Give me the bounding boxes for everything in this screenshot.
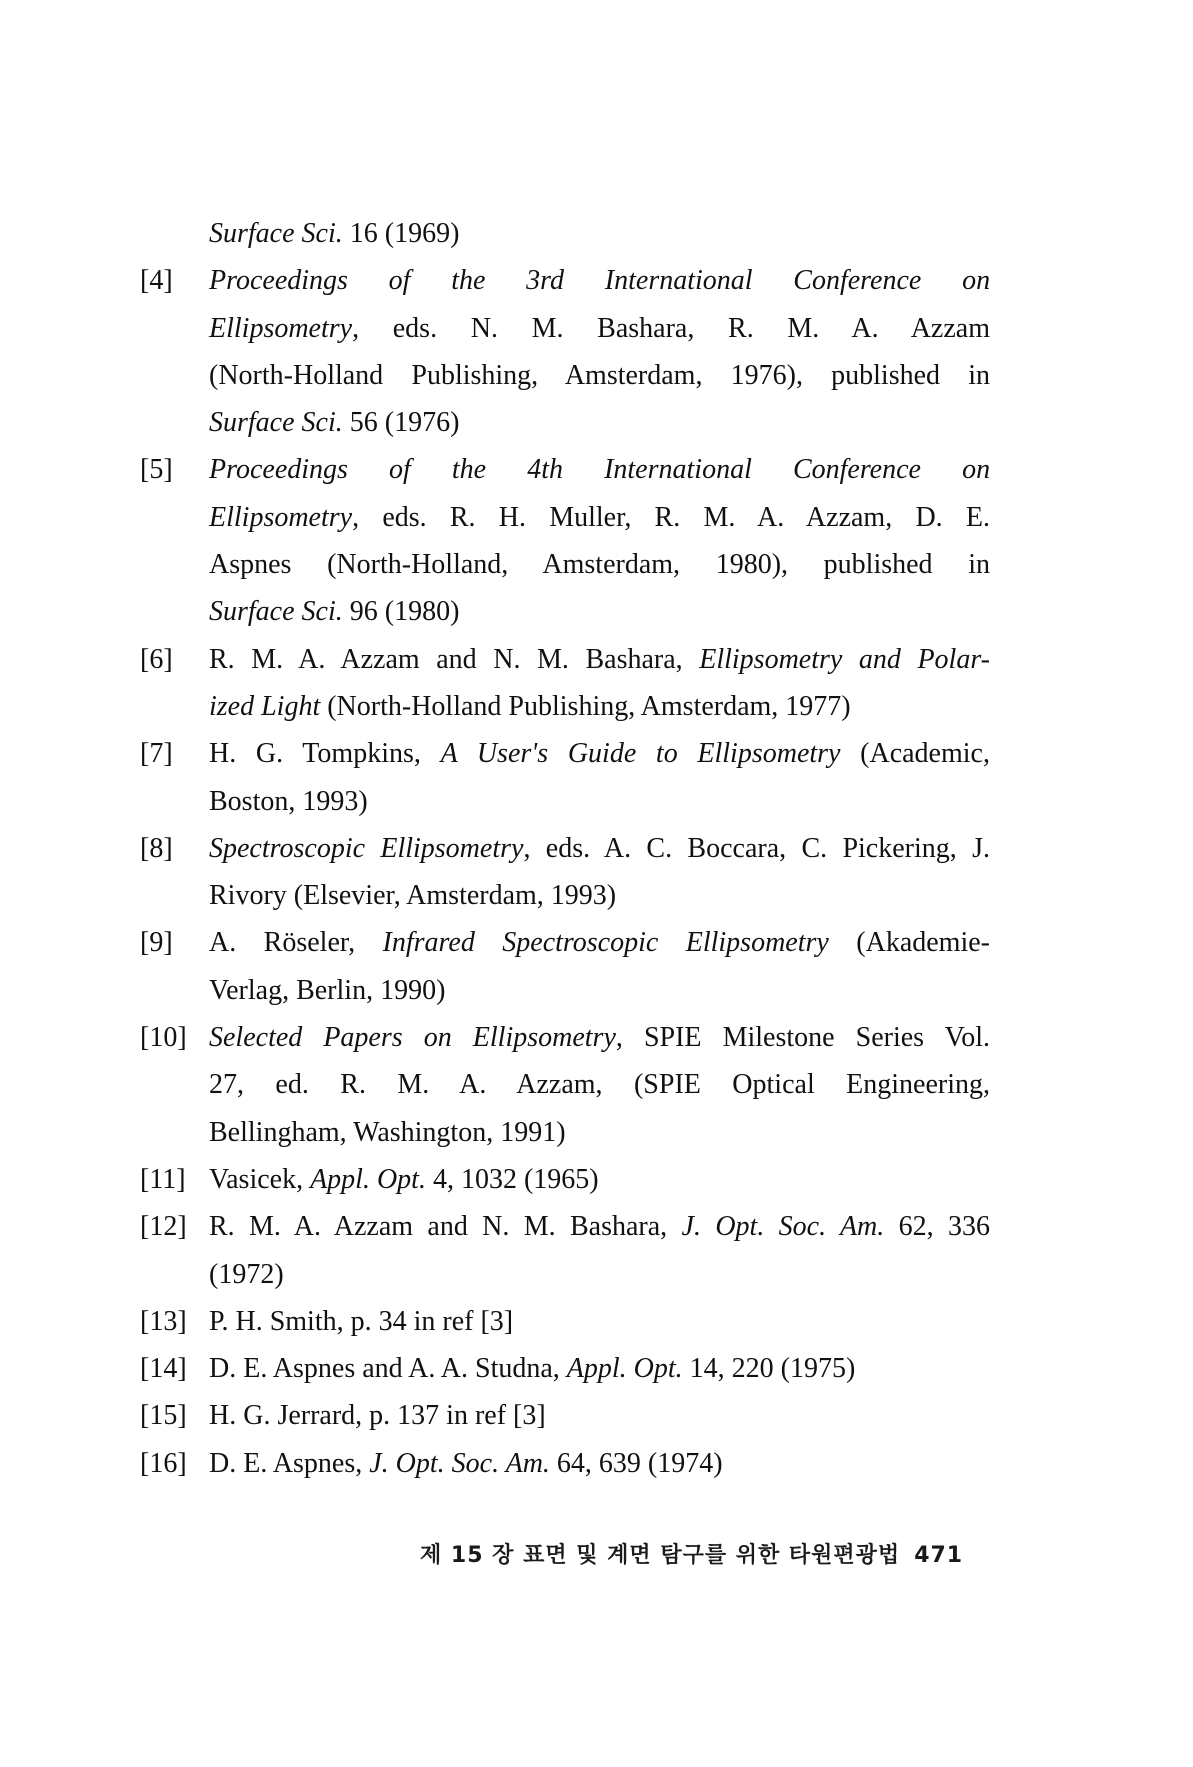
- reference-line: [140, 1251, 990, 1298]
- reference-line: [140, 399, 990, 446]
- reference-number: [7]: [140, 738, 173, 770]
- reference-text: Aspnes (North-Holland, Amsterdam, 1980), published in: [209, 549, 990, 581]
- reference-line: [140, 919, 990, 966]
- reference-text: D. E. Aspnes and A. A. Studna, Appl. Opt. 14, 220 (1975): [209, 1353, 856, 1385]
- page-number: 471: [914, 1543, 964, 1568]
- reference-text: ized Light (North-Holland Publishing, Amsterdam, 1977): [209, 690, 851, 722]
- reference-text: Boston, 1993): [209, 785, 368, 817]
- reference-line: [140, 1203, 990, 1250]
- reference-text: H. G. Jerrard, p. 137 in ref [3]: [209, 1400, 546, 1432]
- reference-line: [140, 778, 990, 825]
- reference-line: [140, 257, 990, 304]
- reference-number: [14]: [140, 1353, 187, 1385]
- reference-text: Surface Sci. 56 (1976): [209, 407, 460, 439]
- reference-line: [140, 446, 990, 493]
- page-footer: [420, 1538, 963, 1569]
- reference-line: [140, 1440, 990, 1487]
- reference-number: [16]: [140, 1447, 187, 1479]
- reference-text: (1972): [209, 1258, 284, 1290]
- reference-text: Verlag, Berlin, 1990): [209, 974, 446, 1006]
- chapter-title: 제 15 장 표면 및 계면 탐구를 위한 타원편광법: [420, 1543, 901, 1568]
- reference-line: [140, 730, 990, 777]
- reference-line: [140, 1392, 990, 1439]
- reference-text: Proceedings of the 4th International Conference on: [209, 454, 991, 486]
- reference-text: Bellingham, Washington, 1991): [209, 1116, 566, 1148]
- reference-line: [140, 541, 990, 588]
- reference-line: [140, 352, 990, 399]
- reference-number: [8]: [140, 832, 173, 864]
- reference-text: Proceedings of the 3rd International Conference on: [209, 265, 991, 297]
- reference-text: Selected Papers on Ellipsometry, SPIE Milestone Series Vol.: [209, 1022, 990, 1054]
- reference-number: [15]: [140, 1400, 187, 1432]
- reference-line: [140, 636, 990, 683]
- reference-text: R. M. A. Azzam and N. M. Bashara, Ellipsometry and Polar-: [209, 643, 990, 675]
- reference-text: Surface Sci. 96 (1980): [209, 596, 460, 628]
- reference-text: 27, ed. R. M. A. Azzam, (SPIE Optical Engineering,: [209, 1069, 990, 1101]
- reference-number: [11]: [140, 1163, 186, 1195]
- reference-line: [140, 1298, 990, 1345]
- reference-text: Ellipsometry, eds. R. H. Muller, R. M. A. Azzam, D. E.: [209, 501, 990, 533]
- reference-line: [140, 1156, 990, 1203]
- reference-line: [140, 1345, 990, 1392]
- reference-number: [10]: [140, 1022, 187, 1054]
- reference-number: [9]: [140, 927, 173, 959]
- reference-text: Ellipsometry, eds. N. M. Bashara, R. M. A. Azzam: [209, 312, 990, 344]
- reference-text: Rivory (Elsevier, Amsterdam, 1993): [209, 880, 617, 912]
- reference-line: [140, 1014, 990, 1061]
- reference-text: Spectroscopic Ellipsometry, eds. A. C. Boccara, C. Pickering, J.: [209, 832, 990, 864]
- reference-number: [12]: [140, 1211, 187, 1243]
- reference-text: (North-Holland Publishing, Amsterdam, 1976), published in: [209, 359, 990, 391]
- reference-line: [140, 1061, 990, 1108]
- reference-line: [140, 683, 990, 730]
- reference-line: [140, 210, 990, 257]
- reference-text: A. Röseler, Infrared Spectroscopic Ellipsometry (Akademie-: [209, 927, 990, 959]
- reference-number: [5]: [140, 454, 173, 486]
- reference-text: P. H. Smith, p. 34 in ref [3]: [209, 1305, 514, 1337]
- reference-line: [140, 967, 990, 1014]
- reference-number: [4]: [140, 265, 173, 297]
- reference-line: [140, 825, 990, 872]
- reference-list: [140, 210, 990, 1487]
- reference-number: [13]: [140, 1305, 187, 1337]
- reference-line: [140, 305, 990, 352]
- reference-text: Surface Sci. 16 (1969): [209, 218, 460, 249]
- reference-line: [140, 1109, 990, 1156]
- reference-line: [140, 872, 990, 919]
- reference-line: [140, 588, 990, 635]
- reference-text: R. M. A. Azzam and N. M. Bashara, J. Opt. Soc. Am. 62, 336: [209, 1211, 990, 1243]
- reference-line: [140, 494, 990, 541]
- reference-number: [6]: [140, 643, 173, 675]
- reference-text: D. E. Aspnes, J. Opt. Soc. Am. 64, 639 (1974): [209, 1447, 723, 1479]
- reference-text: Vasicek, Appl. Opt. 4, 1032 (1965): [209, 1163, 599, 1195]
- reference-text: H. G. Tompkins, A User's Guide to Ellipsometry (Academic,: [209, 738, 990, 770]
